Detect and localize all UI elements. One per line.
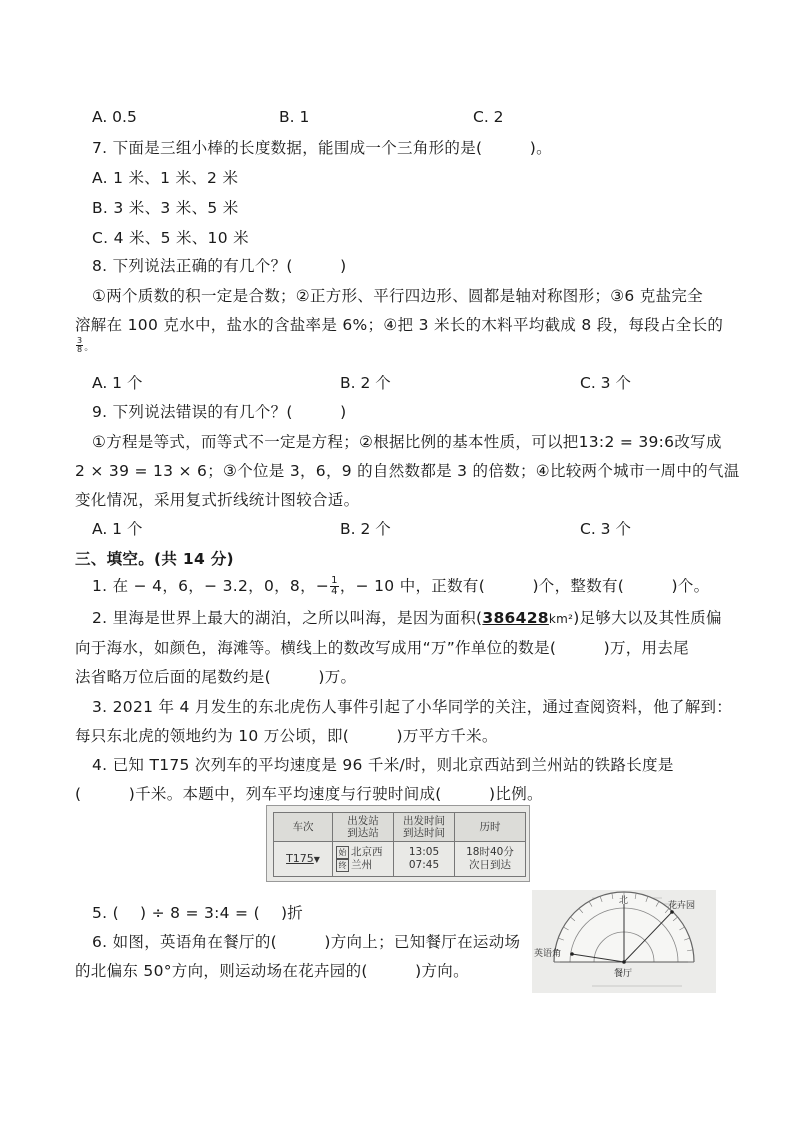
fill-4-line-2: ( )千米。本题中，列车平均速度与行驶时间成( )比例。 (75, 785, 543, 803)
q9-option-a: A. 1 个 (92, 520, 143, 538)
q6-option-a: A. 0.5 (92, 108, 137, 126)
protractor-map-figure (532, 890, 716, 993)
fill-3-line-1: 3. 2021 年 4 月发生的东北虎伤人事件引起了小华同学的关注，通过查阅资料，他了解到： (92, 698, 733, 716)
q9-line-3: 变化情况，采用复式折线统计图较合适。 (75, 491, 360, 509)
area-unit: km² (548, 612, 574, 626)
q8-line-1: ①两个质数的积一定是合数；②正方形、平行四边形、圆都是轴对称图形；③6 克盐完全 (92, 287, 703, 305)
q7-option-a: A. 1 米、1 米、2 米 (92, 169, 239, 187)
dropdown-triangle-icon: ▼ (313, 855, 320, 864)
fill-1: 1. 在 − 4，6，− 3.2，0，8，− $\frac{1}{4}$ ，− 10 中，正数有( )个，整数有( )个。 (92, 575, 710, 597)
header-stations: 出发站 到达站 (333, 813, 394, 842)
q8-stem: 8. 下列说法正确的有几个？( ) (92, 257, 347, 275)
fill-6-line-1: 6. 如图，英语角在餐厅的( )方向上；已知餐厅在运动场 (92, 933, 521, 951)
fill-2-line-1: 2. 里海是世界上最大的湖泊，之所以叫海，是因为面积(386428km²)足够大以及其性质偏 (92, 609, 722, 627)
english-corner-label: 英语角 (534, 949, 562, 959)
train-number: T175▼ (274, 842, 333, 877)
end-stamp-icon: 终 (336, 859, 349, 872)
q6-option-c: C. 2 (473, 108, 504, 126)
q9-line-2: 2 × 39 = 13 × 6；③个位是 3，6，9 的自然数都是 3 的倍数；④比较两个城市一周中的气温 (75, 462, 740, 480)
q9-option-b: B. 2 个 (340, 520, 391, 538)
q8-option-b: B. 2 个 (340, 374, 391, 392)
q6-option-b: B. 1 (279, 108, 310, 126)
section-3-title: 三、填空。(共 14 分) (75, 550, 234, 568)
dining-hall-label: 餐厅 (614, 969, 633, 979)
q7-stem: 7. 下面是三组小棒的长度数据，能围成一个三角形的是( )。 (92, 139, 552, 157)
q7-option-b: B. 3 米、3 米、5 米 (92, 199, 239, 217)
q9-line-1: ①方程是等式，而等式不一定是方程；②根据比例的基本性质，可以把13:2 = 39:6改写成 (92, 433, 722, 451)
north-label: 北 (619, 896, 629, 906)
header-train: 车次 (274, 813, 333, 842)
time-cell: 13:05 07:45 (394, 842, 455, 877)
fill-2-line-2: 向于海水，如颜色，海滩等。横线上的数改写成用“万”作单位的数是( )万，用去尾 (75, 639, 689, 657)
fill-2-line-3: 法省略万位后面的尾数约是( )万。 (75, 668, 357, 686)
train-timetable (266, 805, 530, 882)
header-duration: 历时 (455, 813, 526, 842)
area-value: 386428 (482, 609, 549, 627)
q8-fraction-line: $\frac{3}{8}$ 。 (77, 336, 94, 354)
q7-option-c: C. 4 米、5 米、10 米 (92, 229, 249, 247)
duration-cell: 18时40分 次日到达 (455, 842, 526, 877)
fill-4-line-1: 4. 已知 T175 次列车的平均速度是 96 千米/时，则北京西站到兰州站的铁路长度是 (92, 756, 674, 774)
q8-option-c: C. 3 个 (580, 374, 631, 392)
fill-6-line-2: 的北偏东 50°方向，则运动场在花卉园的( )方向。 (75, 962, 469, 980)
start-stamp-icon: 始 (336, 846, 349, 859)
q8-fraction: $\frac{3}{8}$ (77, 336, 83, 354)
fill-1-fraction: $\frac{1}{4}$ (331, 575, 338, 597)
header-times: 出发时间 到达时间 (394, 813, 455, 842)
q8-option-a: A. 1 个 (92, 374, 143, 392)
flower-garden-label: 花卉园 (668, 901, 696, 911)
q8-line-2: 溶解在 100 克水中，盐水的含盐率是 6%；④把 3 米长的木料平均截成 8 段，每段占全长的 (75, 316, 724, 334)
fill-3-line-2: 每只东北虎的领地约为 10 万公顷，即( )万平方千米。 (75, 727, 498, 745)
fill-5: 5. ( ) ÷ 8 = 3:4 = ( )折 (92, 904, 304, 922)
protractor-diagram (532, 890, 716, 993)
station-cell: 始 北京西 终 兰州 (333, 842, 394, 877)
q9-option-c: C. 3 个 (580, 520, 631, 538)
q9-stem: 9. 下列说法错误的有几个？( ) (92, 403, 347, 421)
